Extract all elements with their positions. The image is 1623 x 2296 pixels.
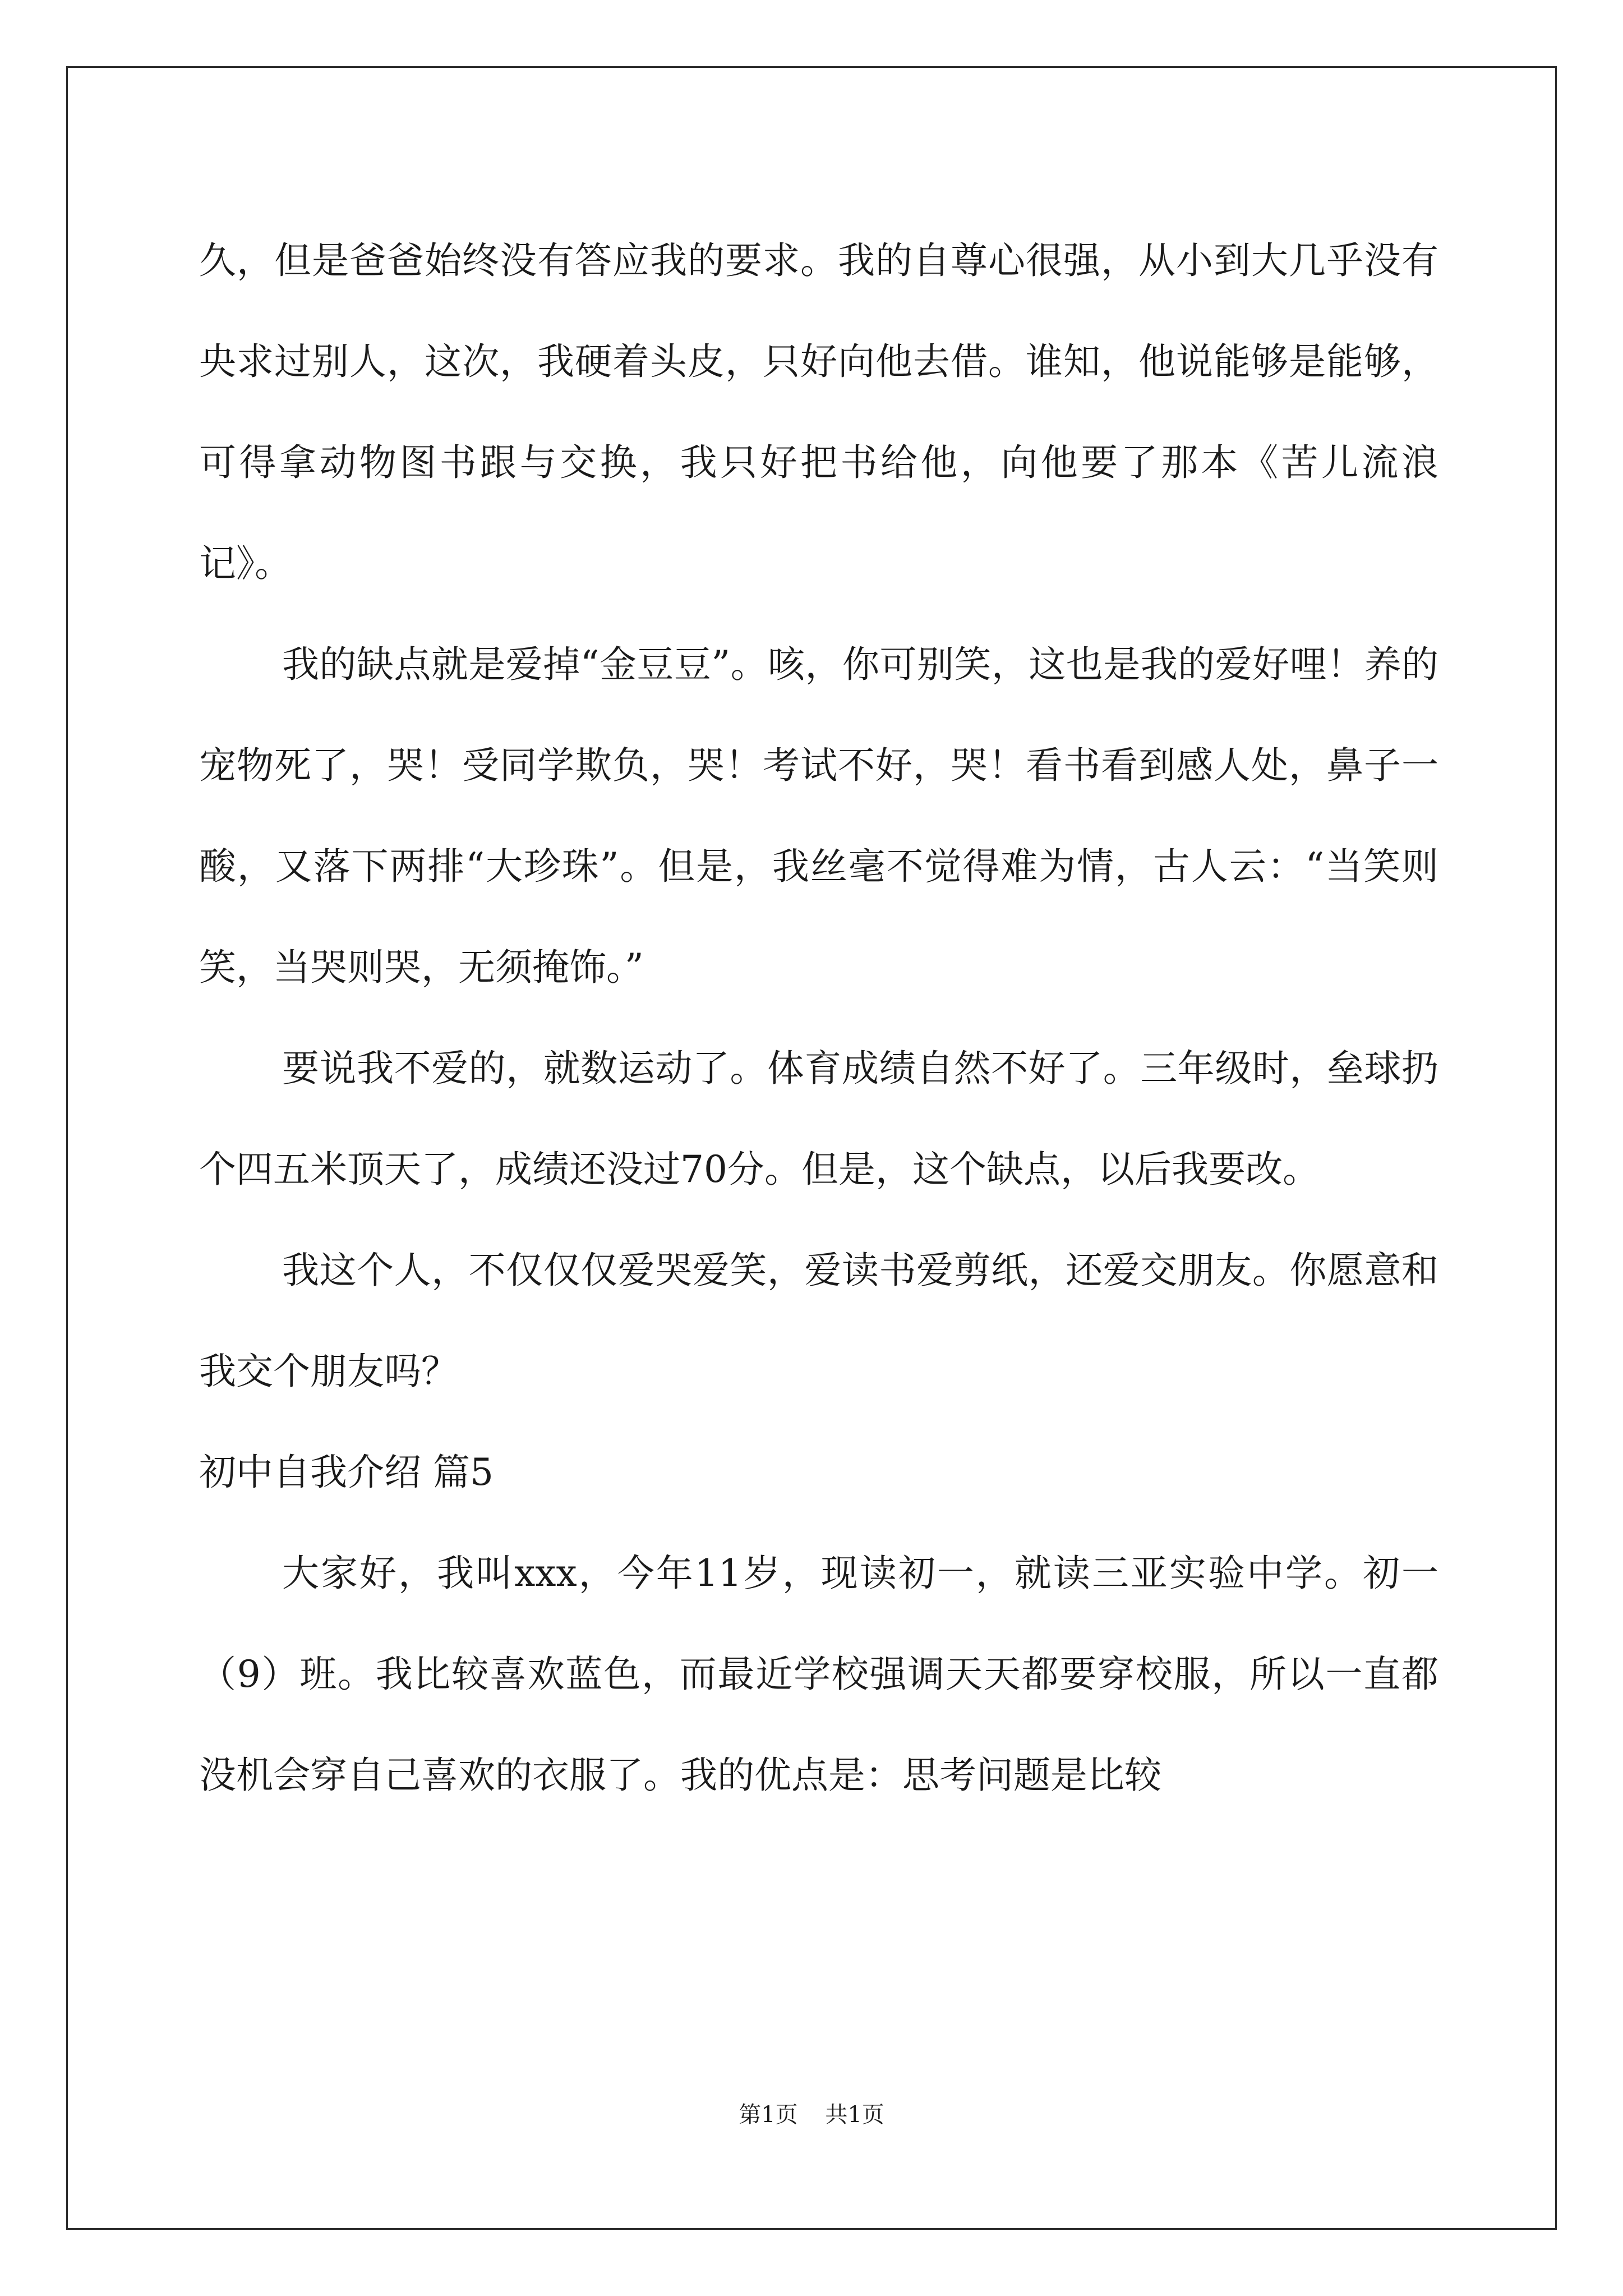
page-number: 第1页 — [739, 2102, 798, 2128]
page-total: 共1页 — [825, 2102, 884, 2128]
paragraph-5: 大家好，我叫xxx，今年11岁，现读初一，就读三亚实验中学。初一（9）班。我比较喜欢蓝色，而最近学校强调天天都要穿校服，所以一直都没机会穿自己喜欢的衣服了。我的优点是：思考问题是比较 — [199, 1552, 1438, 1797]
paragraph-4: 我这个人，不仅仅仅爱哭爱笑，爱读书爱剪纸，还爱交朋友。你愿意和我交个朋友吗？ — [199, 1249, 1438, 1393]
page-footer — [0, 2098, 1623, 2132]
paragraph-2: 我的缺点就是爱掉“金豆豆”。咳，你可别笑，这也是我的爱好哩！养的宠物死了，哭！受同学欺负，哭！考试不好，哭！看书看到感人处，鼻子一酸，又落下两排“大珍珠”。但是，我丝毫不觉得难为情，古人云：“当笑则笑，当哭则哭，无须掩饰。” — [199, 643, 1438, 989]
paragraph-3: 要说我不爱的，就数运动了。体育成绩自然不好了。三年级时，垒球扔个四五米顶天了，成绩还没过70分。但是，这个缺点，以后我要改。 — [199, 1047, 1438, 1191]
document-body — [199, 210, 1438, 1826]
paragraph-1: 久，但是爸爸始终没有答应我的要求。我的自尊心很强，从小到大几乎没有央求过别人，这次，我硬着头皮，只好向他去借。谁知，他说能够是能够，可得拿动物图书跟与交换，我只好把书给他，向他要了那本《苦儿流浪记》。 — [199, 239, 1438, 585]
section-heading: 初中自我介绍 篇5 — [199, 1451, 494, 1494]
